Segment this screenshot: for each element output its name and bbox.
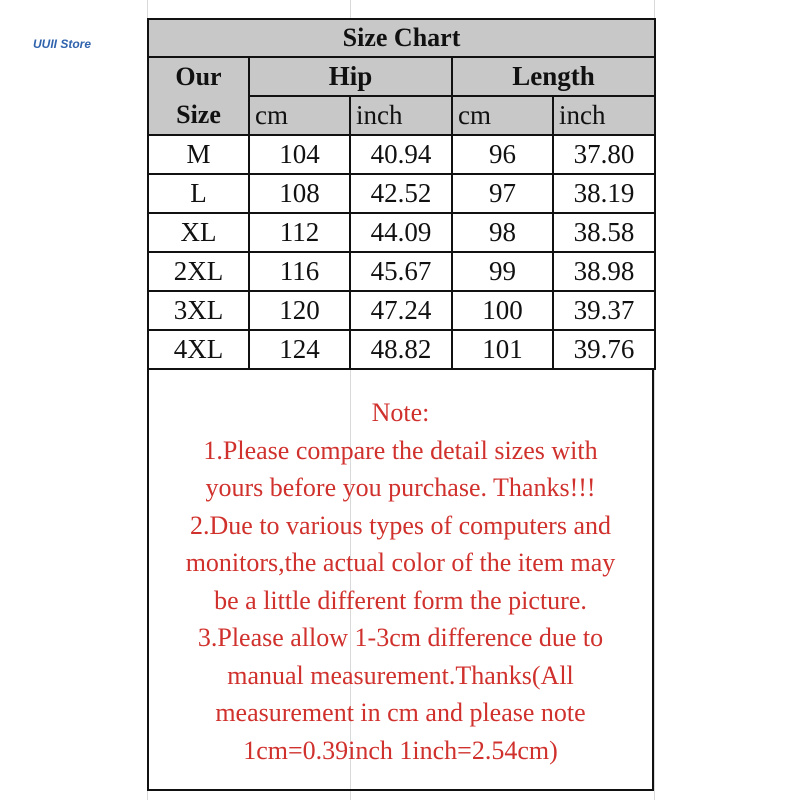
hip-inch-cell: 44.09	[350, 213, 452, 252]
length-inch-cell: 37.80	[553, 135, 655, 174]
note-line: monitors,the actual color of the item may	[185, 548, 616, 577]
hip-cm-cell: 120	[249, 291, 350, 330]
table-row	[148, 135, 655, 174]
hip-inch-cell: 48.82	[350, 330, 452, 369]
size-chart-table	[147, 18, 656, 370]
hip-cm-cell: 112	[249, 213, 350, 252]
size-chart-title-row	[148, 19, 655, 57]
note-box-bottom-border	[147, 789, 654, 791]
note-line: manual measurement.Thanks(All	[227, 660, 574, 690]
note-line: yours before you purchase. Thanks!!!	[205, 473, 596, 502]
size-chart-title: Size Chart	[148, 19, 655, 57]
hip-cm-header: cm	[249, 96, 350, 135]
hip-inch-cell: 45.67	[350, 252, 452, 291]
our-size-header	[148, 57, 249, 135]
length-cm-cell: 98	[452, 213, 553, 252]
length-cm-cell: 101	[452, 330, 553, 369]
note-line: be a little different form the picture.	[214, 585, 587, 615]
table-row	[148, 291, 655, 330]
length-inch-cell: 39.76	[553, 330, 655, 369]
group-header-row	[148, 57, 655, 96]
length-inch-cell: 38.98	[553, 252, 655, 291]
size-cell: L	[148, 174, 249, 213]
length-inch-cell: 39.37	[553, 291, 655, 330]
length-cm-cell: 99	[452, 252, 553, 291]
length-cm-cell: 96	[452, 135, 553, 174]
table-row	[148, 330, 655, 369]
hip-inch-header: inch	[350, 96, 452, 135]
size-cell: XL	[148, 213, 249, 252]
length-cm-header: cm	[452, 96, 553, 135]
note-line: 1cm=0.39inch 1inch=2.54cm)	[243, 735, 558, 765]
store-watermark: UUII Store	[33, 37, 92, 51]
hip-inch-cell: 47.24	[350, 291, 452, 330]
note-heading: Note:	[371, 398, 430, 427]
length-inch-header: inch	[553, 96, 655, 135]
table-row	[148, 213, 655, 252]
length-cm-cell: 97	[452, 174, 553, 213]
hip-cm-cell: 124	[249, 330, 350, 369]
size-cell: 4XL	[148, 330, 249, 369]
table-row	[148, 252, 655, 291]
hip-inch-cell: 42.52	[350, 174, 452, 213]
hip-header: Hip	[249, 57, 452, 96]
table-row	[148, 174, 655, 213]
note-text	[149, 394, 652, 769]
size-cell: 3XL	[148, 291, 249, 330]
hip-inch-cell: 40.94	[350, 135, 452, 174]
length-header: Length	[452, 57, 655, 96]
note-line: measurement in cm and please note	[215, 698, 586, 727]
length-cm-cell: 100	[452, 291, 553, 330]
length-inch-cell: 38.19	[553, 174, 655, 213]
size-cell: M	[148, 135, 249, 174]
size-cell: 2XL	[148, 252, 249, 291]
note-line: 1.Please compare the detail sizes with	[203, 435, 598, 465]
our-size-line1: Our	[175, 62, 222, 91]
hip-cm-cell: 104	[249, 135, 350, 174]
note-line: 2.Due to various types of computers and	[190, 510, 611, 540]
length-inch-cell: 38.58	[553, 213, 655, 252]
note-line: 3.Please allow 1-3cm difference due to	[197, 623, 604, 652]
hip-cm-cell: 108	[249, 174, 350, 213]
hip-cm-cell: 116	[249, 252, 350, 291]
our-size-line2: Size	[176, 100, 221, 129]
